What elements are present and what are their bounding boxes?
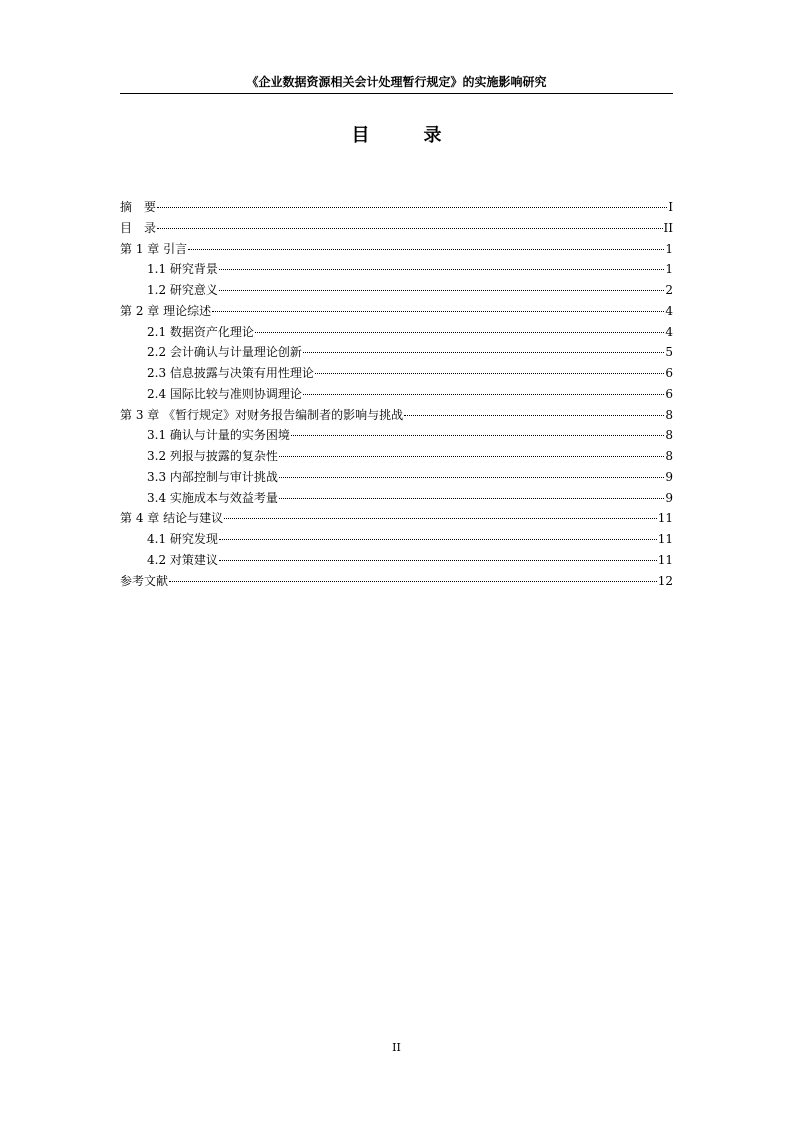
toc-entry-label: 3.2 列报与披露的复杂性	[147, 449, 278, 463]
toc-entry-label: 2.2 会计确认与计量理论创新	[147, 345, 302, 360]
toc-entry-label: 2.1 数据资产化理论	[147, 324, 254, 339]
toc-dot-leader	[169, 581, 657, 582]
toc-entry-label: 2.3 信息披露与决策有用性理论	[147, 366, 314, 380]
toc-section-entry[interactable]	[120, 488, 673, 509]
toc-entry-label: 参考文献	[120, 573, 169, 588]
toc-dot-leader	[303, 394, 664, 395]
toc-chapter-entry[interactable]	[120, 301, 673, 322]
page-number: II	[392, 1041, 401, 1054]
toc-section-entry[interactable]	[120, 322, 673, 343]
toc-entry-label: 第 2 章 理论综述	[120, 303, 212, 318]
toc-entry-label: 3.4 实施成本与效益考量	[147, 490, 278, 505]
toc-section-entry[interactable]	[120, 550, 673, 571]
toc-dot-leader	[188, 249, 664, 250]
toc-dot-leader	[219, 290, 664, 291]
toc-entry-page-number: II	[663, 220, 673, 235]
toc-dot-leader	[279, 477, 664, 478]
header-divider	[120, 93, 673, 94]
toc-entry-page-number: 11	[657, 511, 673, 526]
toc-dot-leader	[291, 435, 664, 436]
toc-dot-leader	[255, 332, 664, 333]
toc-entry-page-number: 8	[665, 407, 673, 422]
toc-entry-page-number: 6	[665, 386, 673, 401]
toc-chapter-entry[interactable]	[120, 239, 673, 260]
toc-section-entry[interactable]	[120, 425, 673, 446]
toc-entry-page-number: 9	[665, 469, 673, 484]
toc-entry-label: 第 3 章 《暂行规定》对财务报告编制者的影响与挑战	[120, 407, 404, 422]
toc-entry-page-number: 5	[665, 345, 673, 360]
toc-entry-page-number: 1	[665, 262, 673, 277]
toc-entry-label: 目 录	[120, 220, 157, 235]
toc-section-entry[interactable]	[120, 259, 673, 280]
toc-dot-leader	[404, 415, 664, 416]
toc-chapter-entry[interactable]	[120, 218, 673, 239]
toc-section-entry[interactable]	[120, 342, 673, 363]
toc-dot-leader	[157, 207, 667, 208]
toc-entry-page-number: 8	[665, 428, 673, 443]
toc-entry-page-number: 6	[665, 366, 673, 380]
toc-chapter-entry[interactable]	[120, 405, 673, 426]
toc-entry-page-number: 4	[665, 324, 673, 339]
toc-entry-page-number: 12	[657, 573, 673, 588]
toc-entry-label: 2.4 国际比较与准则协调理论	[147, 386, 302, 401]
toc-section-entry[interactable]	[120, 384, 673, 405]
toc-section-entry[interactable]	[120, 467, 673, 488]
toc-dot-leader	[212, 311, 664, 312]
toc-entry-label: 1.2 研究意义	[147, 283, 218, 297]
toc-chapter-entry[interactable]	[120, 197, 673, 218]
toc-entry-page-number: 11	[657, 552, 673, 567]
toc-dot-leader	[279, 498, 664, 499]
toc-dot-leader	[224, 518, 657, 519]
running-header-title: 《企业数据资源相关会计处理暂行规定》的实施影响研究	[246, 75, 547, 89]
toc-entry-label: 第 4 章 结论与建议	[120, 511, 224, 526]
toc-entry-label: 第 1 章 引言	[120, 241, 188, 256]
toc-dot-leader	[219, 560, 657, 561]
toc-chapter-entry[interactable]	[120, 571, 673, 592]
toc-entry-label: 3.3 内部控制与审计挑战	[147, 469, 278, 484]
toc-dot-leader	[315, 373, 664, 374]
toc-entry-label: 3.1 确认与计量的实务困境	[147, 428, 290, 443]
toc-dot-leader	[219, 269, 664, 270]
toc-section-entry[interactable]	[120, 280, 673, 301]
toc-entry-label: 4.2 对策建议	[147, 552, 218, 567]
toc-entry-page-number: 8	[665, 449, 673, 463]
toc-entry-page-number: 4	[665, 303, 673, 318]
toc-entry-page-number: 1	[665, 241, 673, 256]
toc-section-entry[interactable]	[120, 529, 673, 550]
toc-section-entry[interactable]	[120, 446, 673, 467]
toc-entry-label: 4.1 研究发现	[147, 532, 218, 546]
toc-entry-label: 摘 要	[120, 200, 157, 214]
toc-dot-leader	[219, 539, 657, 540]
toc-dot-leader	[279, 456, 664, 457]
toc-entry-page-number: 9	[665, 490, 673, 505]
toc-title: 目 录	[351, 125, 460, 146]
toc-section-entry[interactable]	[120, 363, 673, 384]
toc-entry-page-number: 11	[657, 532, 673, 546]
toc-dot-leader	[157, 228, 663, 229]
toc-dot-leader	[303, 352, 664, 353]
toc-chapter-entry[interactable]	[120, 508, 673, 529]
toc-entry-page-number: 2	[665, 283, 673, 297]
toc-entry-label: 1.1 研究背景	[147, 262, 218, 277]
table-of-contents	[120, 197, 673, 591]
toc-entry-page-number: I	[668, 200, 673, 214]
